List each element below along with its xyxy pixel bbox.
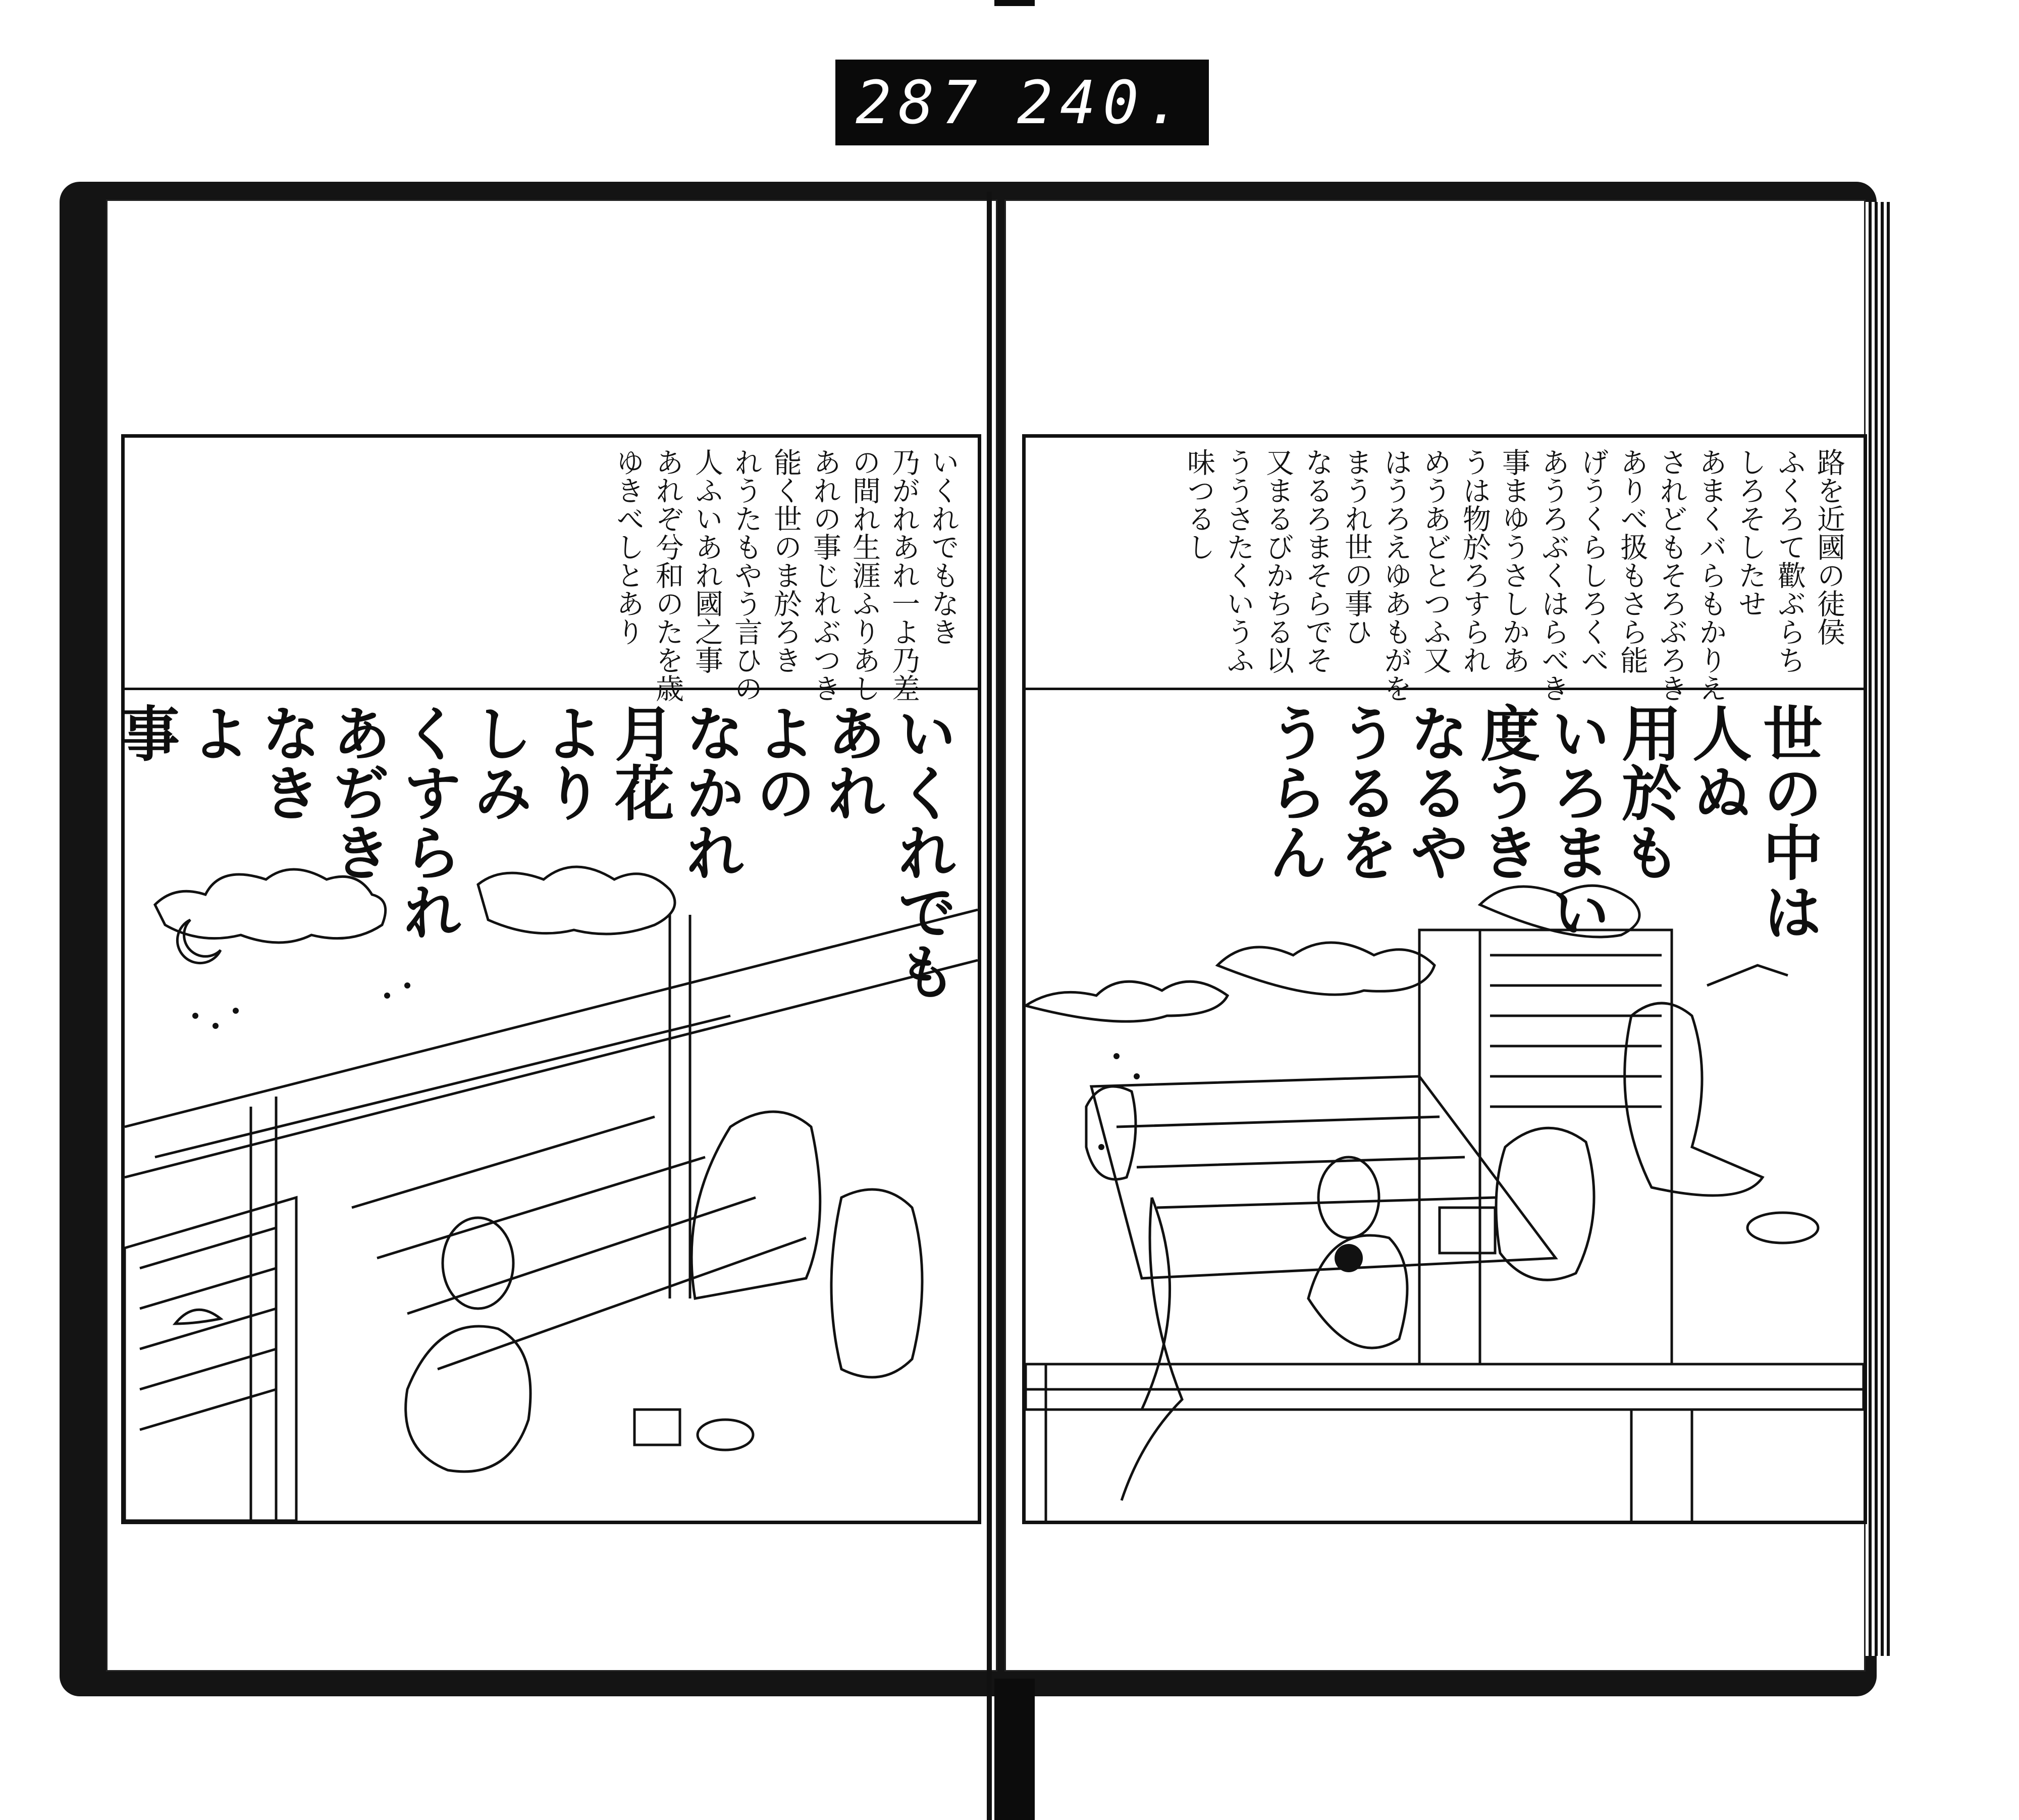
- poem-line: よ: [181, 703, 251, 762]
- text-column: ふくろて歡ぶらち: [1773, 448, 1806, 674]
- poem-line: しみ: [463, 703, 534, 822]
- right-text-panel: [1026, 438, 1864, 702]
- poem-line: よの: [746, 703, 816, 822]
- right-illustration: [1026, 693, 1864, 1521]
- poem-line: あれ: [817, 703, 887, 822]
- poem-line: なかれ: [675, 703, 746, 881]
- poem-line: より: [534, 703, 604, 822]
- text-column: しろそしたせ: [1734, 448, 1767, 617]
- text-column: まうれ世の事ひ: [1340, 448, 1373, 646]
- text-column: あまくバらもかりえ: [1694, 448, 1727, 702]
- poem-line: くすられ: [393, 703, 463, 941]
- left-text-panel: [125, 438, 978, 702]
- poem-line: 事: [110, 703, 180, 762]
- text-column: ありべ扱もさら能: [1616, 448, 1649, 674]
- text-column: 路を近國の徒侯: [1813, 448, 1845, 646]
- text-column: 事まゆうさしかあ: [1498, 448, 1530, 674]
- poem-line: 人ぬ: [1682, 703, 1752, 822]
- catalog-label: [835, 60, 1209, 145]
- poem-line: なるや: [1400, 703, 1470, 881]
- text-column: なるろまそらでそ: [1301, 448, 1334, 674]
- poem-line: 用於も: [1612, 703, 1682, 881]
- text-column: 乃がれあれ一よ乃差: [887, 448, 920, 702]
- poem-line: うらん: [1258, 703, 1329, 881]
- text-column: 能く世のま於ろき: [769, 448, 802, 674]
- catalog-number-right: 240.: [1017, 68, 1189, 137]
- text-column: めうあどとつふ又: [1419, 448, 1452, 674]
- text-column: ゆきべしとあり: [612, 448, 645, 646]
- text-column: あれの事じれぶつき: [809, 448, 841, 702]
- poem-line: 度うき: [1470, 703, 1540, 881]
- text-column: はうろえゆあもがを: [1379, 448, 1412, 702]
- spine-line: [987, 192, 992, 1820]
- page-edges: [1863, 202, 1893, 1656]
- text-column: ううさたくいうふ: [1222, 448, 1255, 674]
- left-poem: [110, 703, 958, 1001]
- text-column: あれぞ兮和のたを歳: [651, 448, 684, 702]
- text-column: れうたもやう言ひの: [730, 448, 763, 702]
- text-column: あうろぶくはらべき: [1537, 448, 1570, 702]
- right-poem: [1258, 703, 1823, 985]
- poem-line: なき: [251, 703, 322, 822]
- text-column: 又まるびかちる以: [1261, 448, 1294, 674]
- text-column: の間れ生涯ふりあし: [848, 448, 881, 702]
- right-frame: [1022, 434, 1867, 1524]
- poem-line: あぢき: [322, 703, 392, 881]
- text-column: いくれでもなき: [927, 448, 960, 646]
- poem-line: いくれでも: [887, 703, 958, 1001]
- catalog-number-left: 287: [856, 68, 985, 137]
- left-frame: [110, 434, 981, 1524]
- spine-tab: [994, 1679, 1035, 1820]
- text-column: されどもそろぶろき: [1655, 448, 1688, 702]
- poem-line: いろまい: [1541, 703, 1611, 941]
- text-column: うは物於ろすられ: [1458, 448, 1491, 674]
- text-column: げうくらしろくべ: [1576, 448, 1609, 674]
- poem-line: 世の中は: [1753, 703, 1823, 941]
- top-mark: [994, 0, 1035, 6]
- text-column: 味つるし: [1183, 448, 1215, 561]
- poem-line: 月花: [605, 703, 675, 822]
- left-illustration: [110, 693, 978, 1521]
- poem-line: うるを: [1329, 703, 1399, 881]
- text-column: 人ふいあれ國之事: [690, 448, 723, 674]
